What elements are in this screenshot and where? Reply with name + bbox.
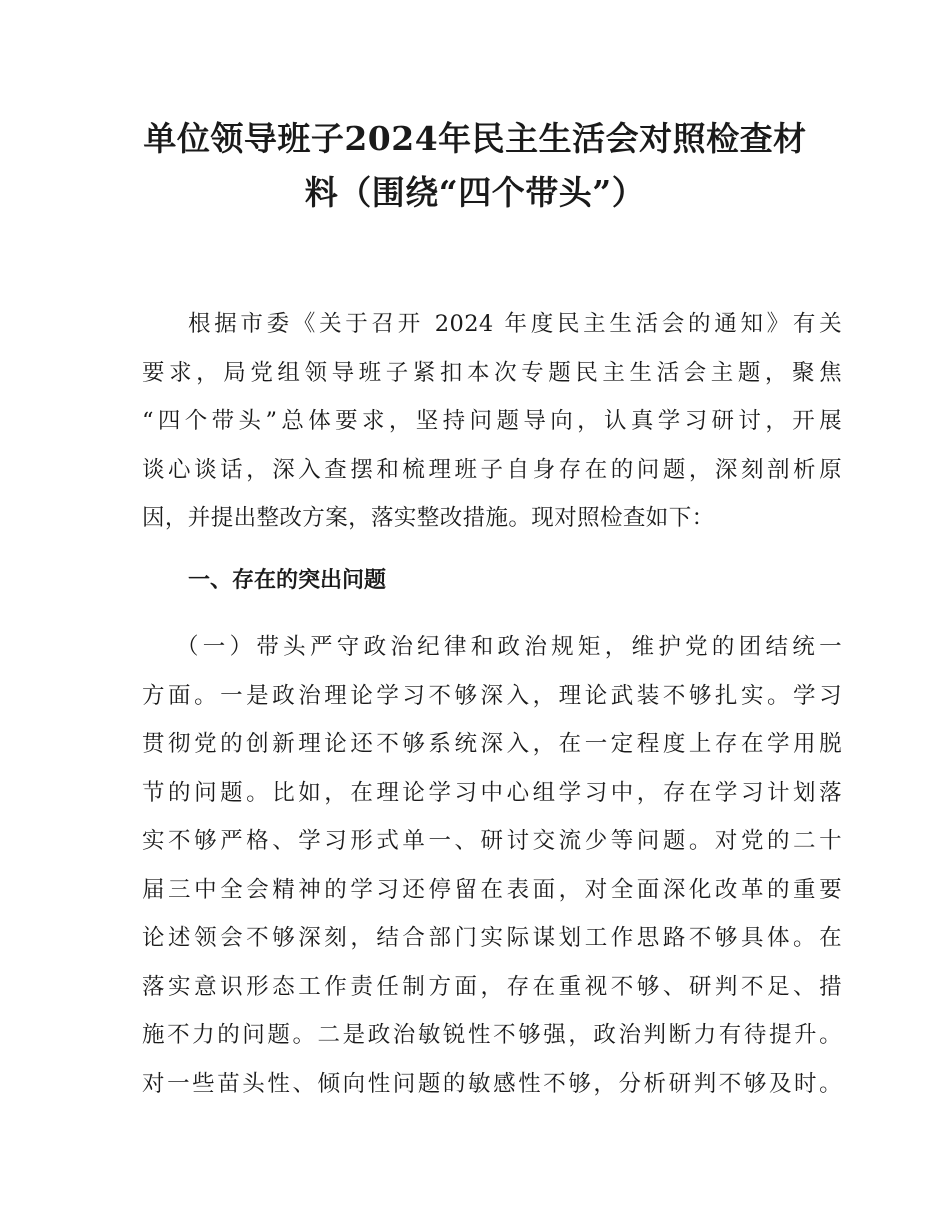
intro-line-1: 根据市委《关于召开 2024 年度民主生活会的通知》有关 <box>188 311 842 337</box>
section-heading-1: 一、存在的突出问题 <box>188 567 387 593</box>
section1-line-5: 实不够严格、学习形式单一、研讨交流少等问题。对党的二十 <box>142 828 842 854</box>
intro-line-5: 因，并提出整改方案，落实整改措施。现对照检查如下： <box>142 505 715 531</box>
title-line-1: 单位领导班子2024年民主生活会对照检查材 <box>143 119 807 158</box>
intro-paragraph <box>142 300 842 543</box>
section1-paragraph <box>142 623 842 1108</box>
title-line-2: 料（围绕“四个带头”） <box>304 173 646 212</box>
section1-line-8: 落实意识形态工作责任制方面，存在重视不够、研判不足、措 <box>142 973 842 1000</box>
section1-line-3: 贯彻党的创新理论还不够系统深入，在一定程度上存在学用脱 <box>142 731 842 757</box>
intro-line-4: 谈心谈话，深入查摆和梳理班子自身存在的问题，深刻剖析原 <box>142 456 842 483</box>
section1-line-10: 对一些苗头性、倾向性问题的敏感性不够，分析研判不够及时。 <box>142 1070 842 1097</box>
section1-line-7: 论述领会不够深刻，结合部门实际谋划工作思路不够具体。在 <box>142 925 842 951</box>
document-body <box>142 300 842 1108</box>
section1-line-6: 届三中全会精神的学习还停留在表面，对全面深化改革的重要 <box>142 876 842 903</box>
section1-line-4: 节的问题。比如，在理论学习中心组学习中，存在学习计划落 <box>142 779 842 806</box>
section1-line-9: 施不力的问题。二是政治敏锐性不够强，政治判断力有待提升。 <box>142 1022 842 1048</box>
intro-line-3: “四个带头”总体要求，坚持问题导向，认真学习研讨，开展 <box>142 408 842 434</box>
section1-line-1: （一）带头严守政治纪律和政治规矩，维护党的团结统一 <box>176 634 842 660</box>
section1-line-2: 方面。一是政治理论学习不够深入，理论武装不够扎实。学习 <box>142 682 842 709</box>
document-title <box>120 112 830 220</box>
intro-line-2: 要求，局党组领导班子紧扣本次专题民主生活会主题，聚焦 <box>142 359 842 386</box>
